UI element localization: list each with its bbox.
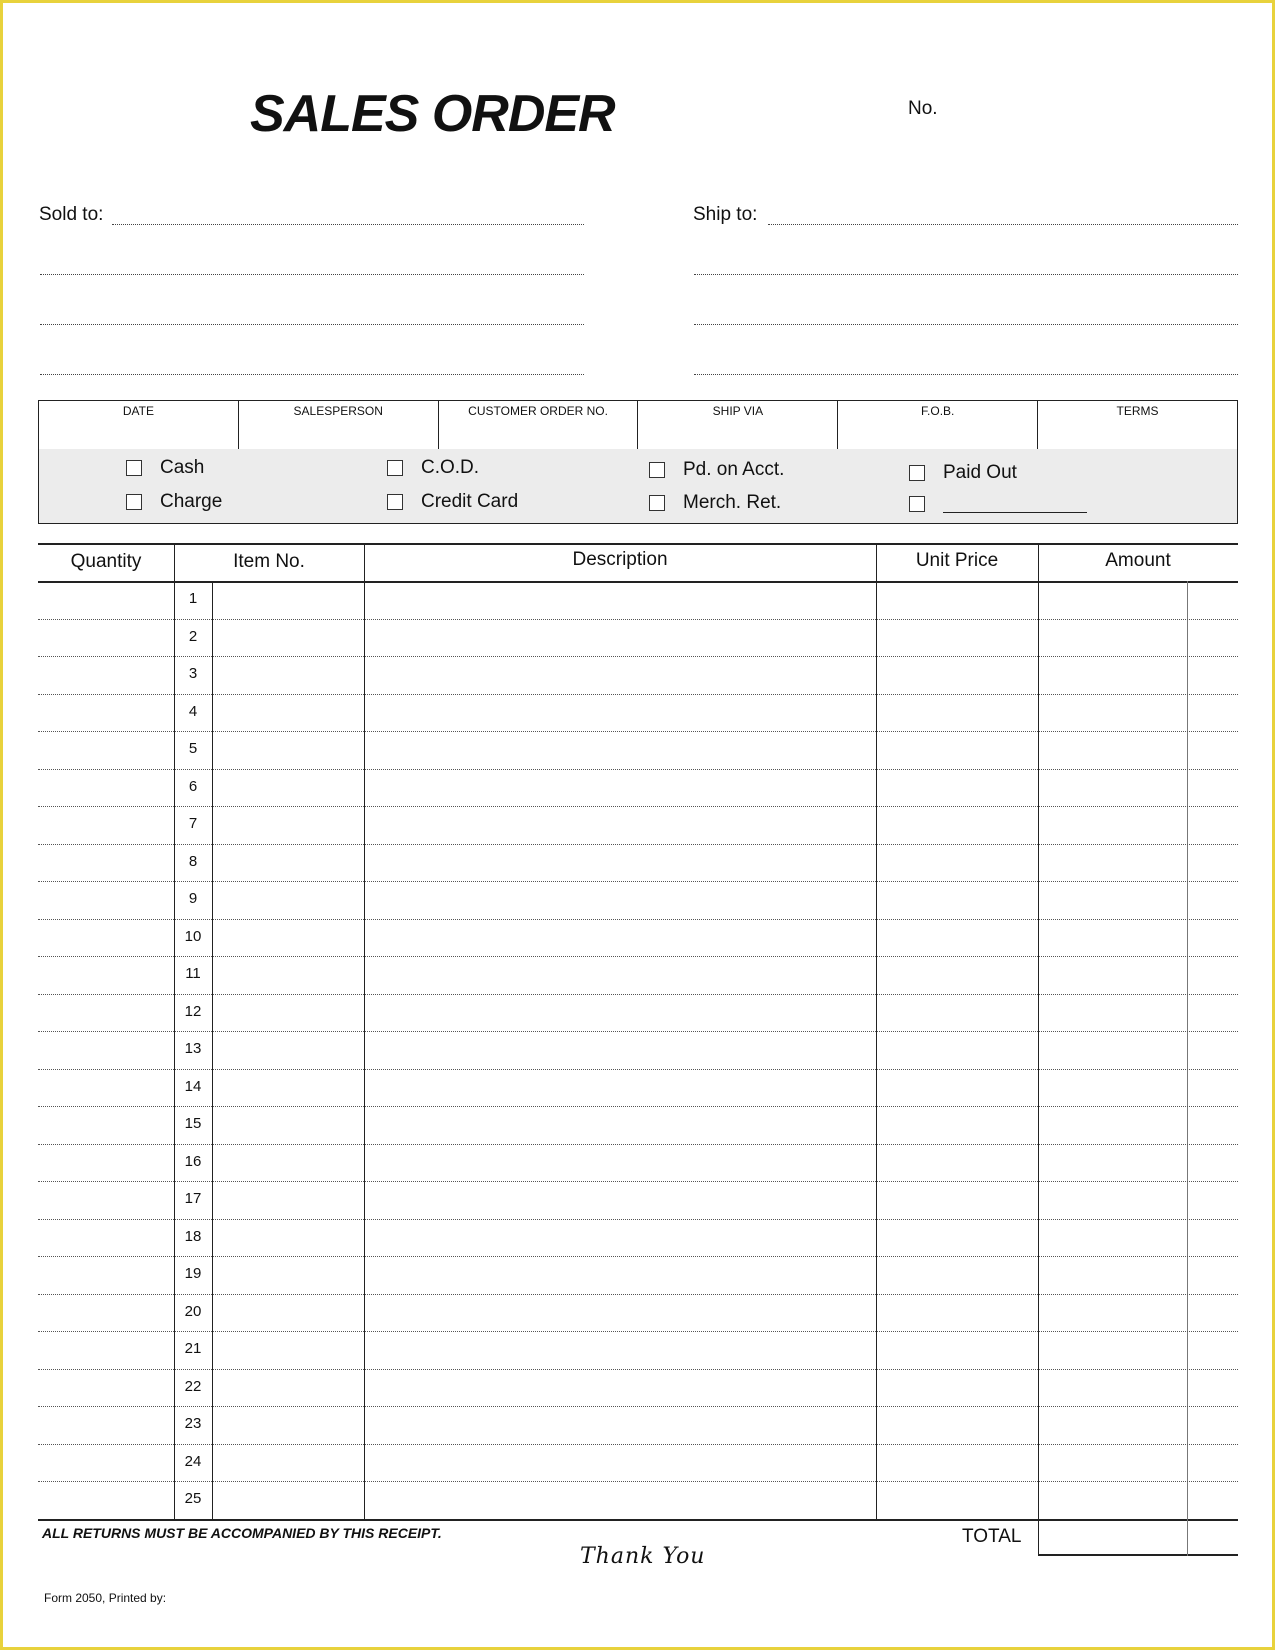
row-number: 23 — [184, 1415, 202, 1432]
table-row[interactable] — [38, 1069, 1238, 1070]
credit-card-checkbox[interactable] — [387, 494, 403, 510]
ship-to-line-3[interactable] — [694, 324, 1238, 325]
row-number: 9 — [188, 890, 198, 907]
row-number: 6 — [188, 777, 198, 795]
order-number-label: No. — [908, 98, 938, 119]
order-info-fields — [39, 401, 1237, 450]
total-label: TOTAL — [962, 1526, 1022, 1547]
item-no-header: Item No. — [233, 551, 305, 572]
table-row[interactable] — [38, 994, 1238, 995]
form-number: Form 2050, Printed by: — [44, 1591, 167, 1605]
description-column-divider — [876, 543, 877, 1521]
item-no-column-divider — [364, 543, 365, 1521]
ship-to-line-4[interactable] — [694, 374, 1238, 375]
row-number: 7 — [188, 815, 198, 832]
thank-you-text: Thank You — [580, 1544, 706, 1569]
ship-to-line-1[interactable] — [768, 224, 1238, 225]
option-cod[interactable] — [387, 457, 479, 479]
table-row[interactable] — [38, 806, 1238, 807]
option-paid-out[interactable] — [909, 462, 1017, 484]
row-number-column-divider — [212, 581, 213, 1521]
payment-options — [39, 449, 1237, 523]
cod-checkbox[interactable] — [387, 460, 403, 476]
row-number: 2 — [188, 627, 198, 645]
items-table — [38, 543, 1238, 1521]
row-number: 11 — [185, 965, 201, 982]
table-row[interactable] — [38, 919, 1238, 920]
row-number: 8 — [188, 852, 198, 870]
row-number: 18 — [184, 1227, 202, 1245]
table-top-rule — [38, 543, 1238, 545]
credit-card-label: Credit Card — [421, 491, 519, 512]
cash-checkbox[interactable] — [126, 460, 142, 476]
ship-to-label: Ship to: — [693, 204, 758, 225]
table-row[interactable] — [38, 1331, 1238, 1332]
charge-label: Charge — [160, 491, 223, 512]
total-amount-box[interactable] — [1038, 1520, 1238, 1556]
quantity-column-divider — [174, 543, 175, 1521]
amount-cents-divider — [1187, 581, 1188, 1521]
table-row[interactable] — [38, 1294, 1238, 1295]
quantity-header: Quantity — [70, 551, 142, 572]
table-row[interactable] — [38, 956, 1238, 957]
row-number: 22 — [184, 1377, 202, 1395]
row-number: 25 — [184, 1490, 202, 1507]
option-charge[interactable] — [126, 491, 222, 513]
returns-notice: ALL RETURNS MUST BE ACCOMPANIED BY THIS RECEIPT. — [42, 1525, 442, 1541]
table-row[interactable] — [38, 769, 1238, 770]
row-number: 24 — [184, 1452, 202, 1470]
row-number: 14 — [184, 1077, 202, 1095]
ship-via-field[interactable]: SHIP VIA — [638, 401, 838, 449]
option-cash[interactable] — [126, 457, 204, 479]
sold-to-line-3[interactable] — [40, 324, 584, 325]
merch-ret-checkbox[interactable] — [649, 495, 665, 511]
order-info-box — [38, 400, 1238, 524]
table-row[interactable] — [38, 1031, 1238, 1032]
terms-field[interactable]: TERMS — [1116, 404, 1159, 418]
table-row[interactable] — [38, 1219, 1238, 1220]
row-number: 12 — [184, 1002, 202, 1020]
unit-price-header: Unit Price — [915, 550, 999, 571]
table-row[interactable] — [38, 1444, 1238, 1445]
paid-out-label: Paid Out — [943, 462, 1017, 483]
option-merch-ret[interactable] — [649, 492, 781, 514]
amount-header: Amount — [1105, 550, 1171, 571]
sold-to-line-4[interactable] — [40, 374, 584, 375]
paid-out-checkbox[interactable] — [909, 465, 925, 481]
row-number: 1 — [188, 590, 198, 607]
merch-ret-label: Merch. Ret. — [683, 492, 782, 513]
table-row[interactable] — [38, 881, 1238, 882]
date-field[interactable]: DATE — [39, 401, 239, 449]
option-other[interactable] — [909, 494, 1087, 513]
row-number: 5 — [188, 740, 198, 757]
table-row[interactable] — [38, 1181, 1238, 1182]
cod-label: C.O.D. — [421, 457, 480, 478]
table-row[interactable] — [38, 1144, 1238, 1145]
sold-to-line-1[interactable] — [112, 224, 584, 225]
row-number: 21 — [184, 1340, 202, 1357]
table-row[interactable] — [38, 1369, 1238, 1370]
fob-field[interactable]: F.O.B. — [838, 401, 1038, 449]
other-blank-line[interactable] — [943, 498, 1087, 513]
sold-to-label: Sold to: — [39, 204, 104, 225]
table-row[interactable] — [38, 1481, 1238, 1482]
option-credit-card[interactable] — [387, 491, 518, 513]
pd-on-acct-label: Pd. on Acct. — [683, 459, 785, 480]
row-number: 17 — [184, 1190, 202, 1207]
pd-on-acct-checkbox[interactable] — [649, 462, 665, 478]
salesperson-field[interactable]: SALESPERSON — [239, 401, 439, 449]
option-pd-on-acct[interactable] — [649, 459, 784, 481]
table-row[interactable] — [38, 844, 1238, 845]
row-number: 15 — [184, 1115, 202, 1132]
table-row[interactable] — [38, 731, 1238, 732]
table-row[interactable] — [38, 1406, 1238, 1407]
ship-to-line-2[interactable] — [694, 274, 1238, 275]
table-row[interactable] — [38, 694, 1238, 695]
table-row[interactable] — [38, 656, 1238, 657]
table-row[interactable] — [38, 619, 1238, 620]
row-number: 10 — [184, 927, 202, 945]
customer-order-no-field[interactable]: CUSTOMER ORDER NO. — [439, 401, 639, 449]
row-number: 13 — [184, 1040, 202, 1057]
description-header: Description — [572, 549, 668, 570]
cash-label: Cash — [160, 457, 205, 478]
row-number: 16 — [184, 1152, 202, 1170]
sold-to-line-2[interactable] — [40, 274, 584, 275]
table-row[interactable] — [38, 1256, 1238, 1257]
row-number: 20 — [184, 1302, 202, 1320]
form-title: SALES ORDER — [250, 85, 615, 143]
row-number: 4 — [188, 702, 198, 720]
charge-checkbox[interactable] — [126, 494, 142, 510]
row-number: 3 — [188, 665, 198, 682]
unit-price-column-divider — [1038, 543, 1039, 1521]
table-header-rule — [38, 581, 1238, 583]
table-row[interactable] — [38, 1106, 1238, 1107]
total-cents-divider — [1187, 1520, 1188, 1556]
other-checkbox[interactable] — [909, 496, 925, 512]
row-number: 19 — [184, 1265, 202, 1282]
